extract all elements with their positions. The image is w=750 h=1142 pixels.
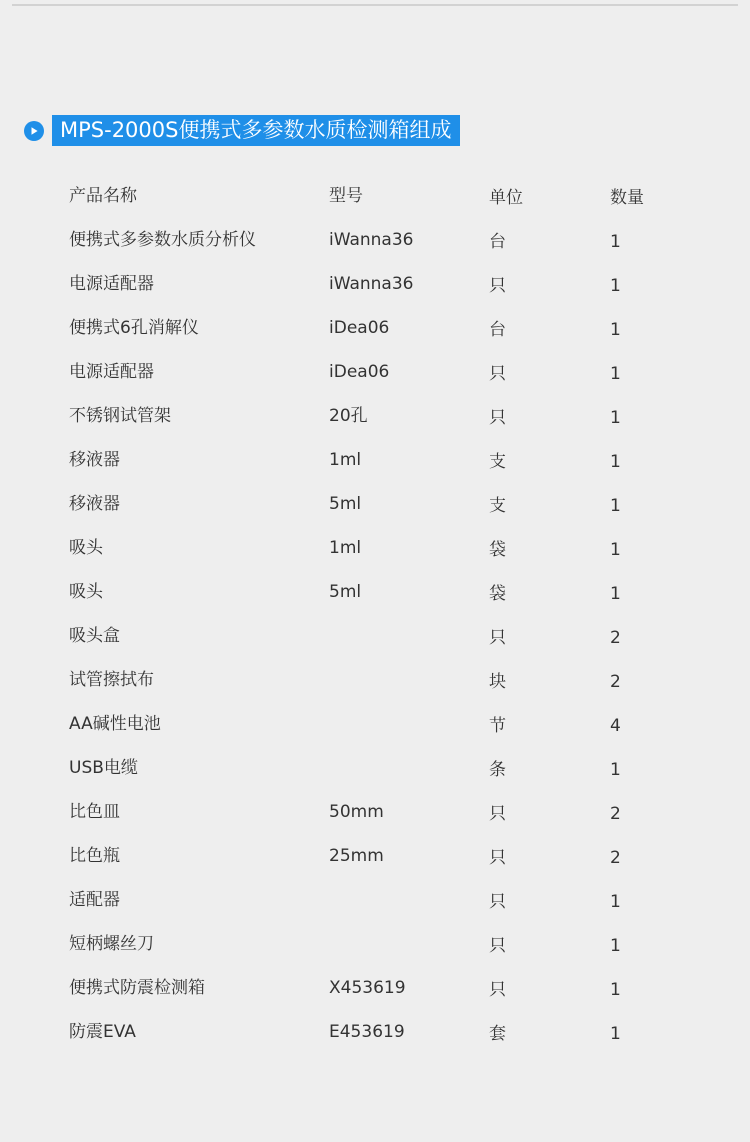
cell-model: 5ml — [329, 494, 362, 514]
cell-quantity: 1 — [610, 1024, 621, 1044]
cell-unit: 套 — [489, 1024, 506, 1044]
table-row — [69, 350, 689, 394]
table-row — [69, 922, 689, 966]
cell-product-name: 电源适配器 — [69, 274, 154, 294]
table-row — [69, 526, 689, 570]
cell-unit: 块 — [489, 672, 506, 692]
cell-quantity: 2 — [610, 628, 621, 648]
cell-product-name: 吸头 — [69, 582, 103, 602]
cell-model: iWanna36 — [329, 230, 414, 250]
table-row — [69, 614, 689, 658]
cell-product-name: 便携式防震检测箱 — [69, 978, 205, 998]
cell-unit: 条 — [489, 760, 506, 780]
cell-model: E453619 — [329, 1022, 405, 1042]
table-row — [69, 306, 689, 350]
page-title: MPS-2000S便携式多参数水质检测箱组成 — [52, 115, 460, 146]
cell-unit: 只 — [489, 408, 506, 428]
table-row — [69, 218, 689, 262]
table-row — [69, 878, 689, 922]
cell-model: 20孔 — [329, 406, 368, 426]
header-product-name: 产品名称 — [69, 186, 137, 206]
table-row — [69, 394, 689, 438]
cell-unit: 只 — [489, 936, 506, 956]
cell-quantity: 1 — [610, 540, 621, 560]
cell-product-name: 便携式多参数水质分析仪 — [69, 230, 256, 250]
cell-quantity: 2 — [610, 848, 621, 868]
cell-unit: 台 — [489, 320, 506, 340]
table-row — [69, 834, 689, 878]
cell-product-name: 试管擦拭布 — [69, 670, 154, 690]
cell-unit: 节 — [489, 716, 506, 736]
table-row — [69, 746, 689, 790]
cell-quantity: 1 — [610, 936, 621, 956]
cell-unit: 支 — [489, 496, 506, 516]
cell-unit: 只 — [489, 628, 506, 648]
table-row — [69, 1010, 689, 1054]
cell-product-name: 适配器 — [69, 890, 120, 910]
cell-quantity: 1 — [610, 584, 621, 604]
cell-product-name: 移液器 — [69, 494, 120, 514]
cell-unit: 只 — [489, 804, 506, 824]
cell-quantity: 2 — [610, 804, 621, 824]
cell-product-name: 吸头 — [69, 538, 103, 558]
cell-unit: 支 — [489, 452, 506, 472]
cell-product-name: 便携式6孔消解仪 — [69, 318, 199, 338]
cell-model: iDea06 — [329, 362, 390, 382]
header-unit: 单位 — [489, 188, 523, 208]
cell-model: iDea06 — [329, 318, 390, 338]
cell-unit: 只 — [489, 892, 506, 912]
table-header-row — [69, 174, 689, 218]
cell-model: 1ml — [329, 538, 362, 558]
cell-product-name: 移液器 — [69, 450, 120, 470]
table-row — [69, 966, 689, 1010]
cell-unit: 只 — [489, 364, 506, 384]
cell-model: 5ml — [329, 582, 362, 602]
cell-product-name: 吸头盒 — [69, 626, 120, 646]
cell-unit: 只 — [489, 980, 506, 1000]
table-row — [69, 482, 689, 526]
table-row — [69, 790, 689, 834]
cell-quantity: 1 — [610, 496, 621, 516]
cell-unit: 只 — [489, 276, 506, 296]
cell-model: 1ml — [329, 450, 362, 470]
cell-quantity: 1 — [610, 320, 621, 340]
cell-quantity: 1 — [610, 760, 621, 780]
cell-quantity: 1 — [610, 364, 621, 384]
cell-model: iWanna36 — [329, 274, 414, 294]
cell-product-name: AA碱性电池 — [69, 714, 161, 734]
component-table — [69, 174, 689, 1054]
cell-model: 50mm — [329, 802, 384, 822]
cell-unit: 袋 — [489, 584, 506, 604]
cell-quantity: 4 — [610, 716, 621, 736]
cell-product-name: 短柄螺丝刀 — [69, 934, 154, 954]
cell-quantity: 1 — [610, 408, 621, 428]
section-heading — [24, 115, 460, 146]
cell-unit: 袋 — [489, 540, 506, 560]
cell-product-name: USB电缆 — [69, 758, 138, 778]
cell-model: X453619 — [329, 978, 406, 998]
table-row — [69, 438, 689, 482]
cell-quantity: 1 — [610, 276, 621, 296]
table-row — [69, 702, 689, 746]
cell-unit: 只 — [489, 848, 506, 868]
table-row — [69, 570, 689, 614]
cell-quantity: 2 — [610, 672, 621, 692]
cell-quantity: 1 — [610, 892, 621, 912]
header-model: 型号 — [329, 186, 363, 206]
cell-unit: 台 — [489, 232, 506, 252]
cell-product-name: 不锈钢试管架 — [69, 406, 171, 426]
cell-quantity: 1 — [610, 232, 621, 252]
cell-product-name: 电源适配器 — [69, 362, 154, 382]
table-row — [69, 658, 689, 702]
cell-quantity: 1 — [610, 980, 621, 1000]
cell-product-name: 防震EVA — [69, 1022, 136, 1042]
header-quantity: 数量 — [610, 188, 644, 208]
top-divider — [12, 4, 738, 6]
cell-model: 25mm — [329, 846, 384, 866]
table-row — [69, 262, 689, 306]
cell-product-name: 比色皿 — [69, 802, 120, 822]
play-circle-icon — [24, 121, 44, 141]
cell-product-name: 比色瓶 — [69, 846, 120, 866]
cell-quantity: 1 — [610, 452, 621, 472]
